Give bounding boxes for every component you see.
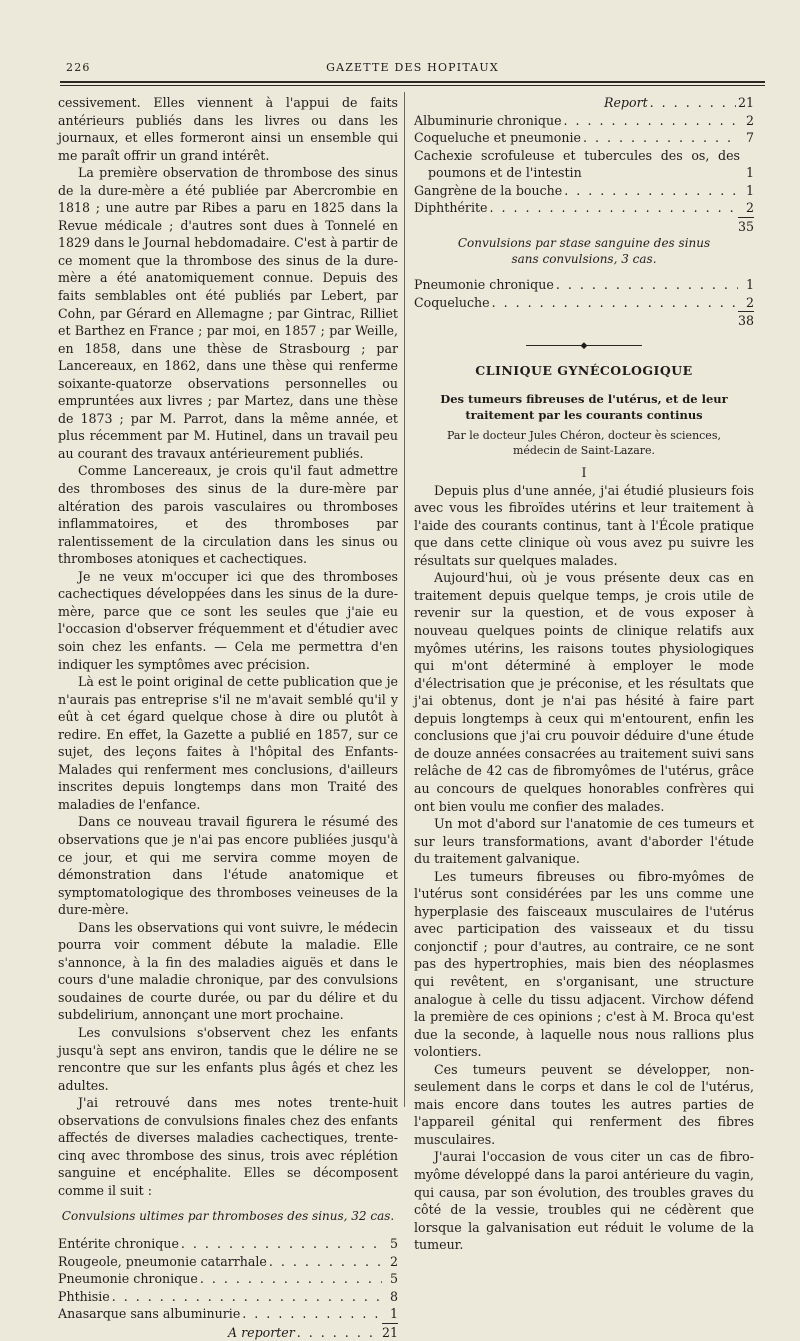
report-value: 21 [737, 95, 754, 110]
row-value: 8 [389, 1288, 398, 1304]
paragraph: Là est le point original de cette publication que je n'aurais pas entreprise s'il ne m'avait semblé qu'il y eût à cet égard quelque chose à dire ou plutôt à redire. En effet, la Gazette a publié en 1857, sur ce sujet, des leçons faites à l'hôpital des Enfants-Malades qui renferment mes conclusions, d'ailleurs inscrites depuis longtemps dans mon Traité des maladies de l'enfance. [58, 674, 398, 812]
article-title: Des tumeurs fibreuses de l'utérus, et de leur traitement par les courants continus [440, 392, 728, 423]
table-caption: Convulsions ultimes par thromboses des sinus, 32 cas. [61, 1209, 395, 1224]
row-label: Pneumonie chronique [58, 1271, 198, 1287]
row-label: Entérite chronique [58, 1236, 179, 1251]
table-row [414, 182, 754, 200]
table-row [58, 1270, 398, 1288]
table-row [414, 129, 754, 147]
row-value: 2 [745, 200, 754, 216]
header-rule [60, 81, 765, 83]
row-label: Anasarque sans albuminurie [58, 1306, 241, 1322]
paragraph: cessivement. Elles viennent à l'appui de faits antérieurs publiés dans les livres ou dans les journaux, et elles formeront ainsi un ensemble qui me paraît offrir un grand intérêt. [58, 95, 398, 163]
table-row [58, 1235, 398, 1253]
paragraph: Les convulsions s'observent chez les enfants jusqu'à sept ans environ, tandis que le délire ne se rencontre que sur les enfants plus âgés et chez les adultes. [58, 1024, 398, 1093]
journal-title: GAZETTE DES HOPITAUX [326, 61, 499, 74]
row-value: 2 [745, 112, 754, 128]
right-column [414, 94, 754, 1254]
paragraph: Dans les observations qui vont suivre, le médecin pourra voir comment débute la maladie. Elle s'annonce, à la fin des maladies aiguës et dans le cours d'une maladie chronique, par des convulsions soudaines de courte durée, ou par du délire et du subdelirium, annonçant une mort prochaine. [58, 919, 398, 1023]
row-label: Rougeole, pneumonie catarrhale [58, 1253, 267, 1269]
table-row [58, 1288, 398, 1306]
paragraph: Les tumeurs fibreuses ou fibro-myômes de l'utérus sont considérées par les uns comme une hyperplasie des faisceaux musculaires de l'utérus avec participation des vaisseaux et du tissu conjonctif ; pour d'autres, au contraire, ce ne sont pas des hypertrophies, mais bien des néoplasmes qui revêtent, en s'organisant, une structure analogue à celle du tissu adjacent. Virchow défend la première de ces opinions ; c'est à M. Broca qu'est due la seconde, à laquelle nous nous rallions plus volontiers. [414, 868, 754, 1060]
paragraph: Ces tumeurs peuvent se développer, non-seulement dans le corps et dans le col de l'utérus, mais encore dans toutes les autres parties de l'appareil génital qui renferment des fibres musculaires. [414, 1061, 754, 1147]
row-label: Pneumonie chronique [414, 277, 554, 293]
row-value: 7 [745, 130, 754, 146]
paragraph: J'aurai l'occasion de vous citer un cas de fibro-myôme développé dans la paroi antérieure du vagin, qui causa, par son évolution, des troubles graves du côté de la vessie, troubles qui ne cédèrent que lorsque la galvanisation eut réduit le volume de la tumeur. [414, 1149, 754, 1253]
byline-author: Par le docteur Jules Chéron, docteur ès sciences, [447, 429, 721, 443]
paragraph: Je ne veux m'occuper ici que des thromboses cachectiques développées dans les sinus de la dure-mère, parce que ce sont les seules que j'aie eu l'occasion d'observer fréquemment et d'étudier avec soin chez les enfants. — Cela me permettra d'en indiquer les symptômes avec précision. [58, 568, 398, 672]
paragraph: La première observation de thrombose des sinus de la dure-mère a été publiée par Abercrombie en 1818 ; une autre par Ribes a paru en 1825 dans la Revue médicale ; d'autres sont dues à Tonnelé en 1829 dans le Journal hebdomadaire. C'est à partir de ce moment que la thrombose des sinus de la dure-mère a été anatomiquement connue. Depuis des faits semblables ont été publiés par Lebert, par Cohn, par Gérard en Allemagne ; par Gintrac, Rilliet et Barthez en France ; par moi, en 1857 ; par Weille, en 1858, dans une thèse de Strasbourg ; par Lancereaux, en 1862, dans une thèse qui renferme soixante-quatorze observations personnelles ou empruntées aux livres ; par Martez, dans une thèse de 1873 ; par M. Parrot, dans la même année, et plus récemment par M. Hutinel, dans un travail peu au courant des travaux antérieurement publiés. [58, 165, 398, 461]
table-row [414, 276, 754, 294]
page-header [60, 58, 765, 80]
row-value: 1 [745, 277, 754, 293]
table-row [58, 1305, 398, 1323]
column-divider [404, 92, 405, 1107]
table-caption: Convulsions par stase sanguine des sinus sans convulsions, 3 cas. [457, 236, 711, 267]
paragraph: J'ai retrouvé dans mes notes trente-huit observations de convulsions finales chez des enfants affectés de diverses maladies cachectiques, trente-cinq avec thrombose des sinus, trois avec réplétion sanguine et encéphalite. Elles se décomposent comme il suit : [58, 1095, 398, 1198]
row-value: 5 [389, 1271, 398, 1287]
left-column [58, 94, 398, 1341]
paragraph: Comme Lancereaux, je crois qu'il faut admettre des thromboses des sinus de la dure-mère par altération des parois vasculaires ou thromboses inflammatoires, et des thromboses par ralentissement de la circulation dans les sinus ou thromboses atoniques et cachectiques. [58, 463, 398, 567]
row-label: Cachexie scrofuleuse et tubercules des os, des poumons et de l'intestin [414, 147, 740, 181]
row-label: Diphthérite [414, 200, 488, 216]
carry-value: 21 [381, 1324, 398, 1340]
table-row [414, 294, 754, 312]
page-number: 226 [66, 61, 91, 74]
paragraph: Aujourd'hui, où je vous présente deux cas en traitement depuis quelque temps, je crois utile de revenir sur la question, et de vous exposer à nouveau quelques points de clinique relatifs aux myômes utérins, les raisons toutes physiologiques qui m'ont déterminé à employer le mode d'électrisation que je préconise, et les résultats que j'ai obtenus, dont je n'ai pas hésité à faire part depuis longtemps à ceux qui m'entourent, enfin les conclusions que j'ai cru pouvoir déduire d'une étude de douze années consacrées au traitement suivi sans relâche de 42 cas de fibromyômes de l'utérus, grâce au concours de quelques honorables confrères qui ont bien voulu me confier des malades. [414, 570, 754, 814]
section-title: CLINIQUE GYNÉCOLOGIQUE [475, 362, 693, 378]
table-row [58, 1253, 398, 1271]
section-ornament: ◆ [414, 338, 754, 356]
byline [414, 428, 754, 458]
report-label: Report [604, 95, 648, 110]
row-label: Gangrène de la bouche [414, 182, 563, 198]
row-label: Coqueluche et pneumonie [414, 130, 581, 146]
paragraph: Un mot d'abord sur l'anatomie de ces tumeurs et sur leurs transformations, avant d'aborder l'étude du traitement galvanique. [414, 816, 754, 867]
row-value: 5 [389, 1236, 398, 1251]
row-label: Albuminurie chronique [414, 112, 562, 128]
row-label: Coqueluche [414, 294, 490, 310]
report-row [414, 94, 754, 112]
header-rule-thin [60, 85, 765, 86]
table-total: 35 [737, 218, 754, 234]
row-value: 1 [745, 182, 754, 198]
paragraph: Depuis plus d'une année, j'ai étudié plusieurs fois avec vous les fibroïdes utérins et leur traitement à l'aide des courants continus, tant à l'École pratique que dans cette clinique où vous avez pu suivre les résultats sur quelques malades. [414, 482, 754, 568]
paragraph: Dans ce nouveau travail figurera le résumé des observations que je n'ai pas encore publiées jusqu'à ce jour, et qui me servira comme moyen de démonstration dans l'étude anatomique et symptomatologique des thromboses veineuses de la dure-mère. [58, 814, 398, 918]
carry-label: A reporter [228, 1324, 295, 1340]
table-row [414, 147, 754, 182]
row-value: 2 [389, 1253, 398, 1269]
carry-forward-row [58, 1324, 398, 1341]
row-value: 2 [745, 294, 754, 310]
row-value: 1 [745, 165, 754, 181]
byline-affiliation: médecin de Saint-Lazare. [512, 444, 656, 458]
section-number: I [581, 465, 587, 481]
table-row [414, 112, 754, 130]
row-label: Phthisie [58, 1288, 110, 1304]
row-value: 1 [389, 1306, 398, 1322]
table-row [414, 199, 754, 217]
table-total: 38 [737, 313, 754, 329]
